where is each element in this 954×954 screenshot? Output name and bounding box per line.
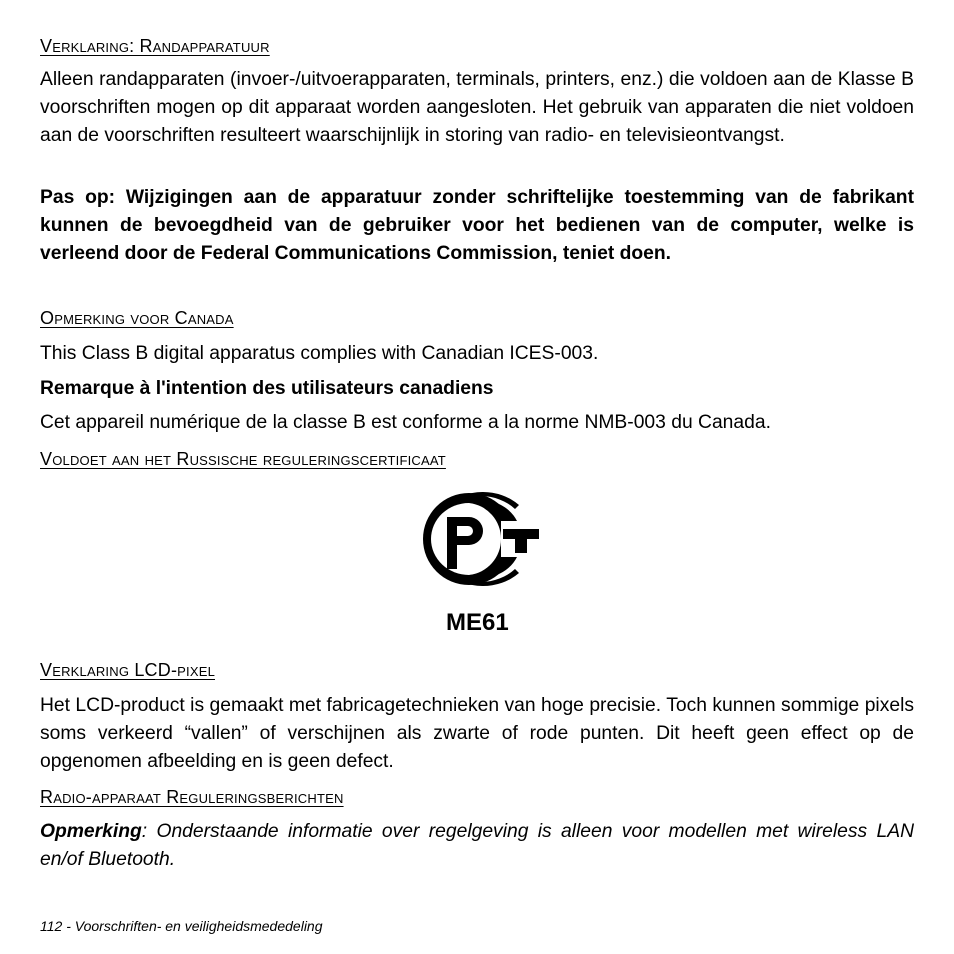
section-heading-lcd: Verklaring LCD-pixel <box>40 660 215 680</box>
warning-paragraph: Pas op: Wijzigingen aan de apparatuur zonder schriftelijke toestemming van de fabrikant kunnen de bevoegdheid van de gebruiker voor het bedienen van de computer, welke is verleend door de Federal Communications Commission, teniet doen. <box>40 187 914 264</box>
page-footer: 112 - Voorschriften- en veiligheidsmededeling <box>40 918 323 934</box>
paragraph-lcd: Het LCD-product is gemaakt met fabricagetechnieken van hoge precisie. Toch kunnen sommige pixels soms verkeerd “vallen” of verschijnen als zwarte of rode punten. Dit heeft geen effect op de opgenomen afbeelding en is geen defect. <box>40 695 914 772</box>
section-heading-randapparatuur: Verklaring: Randapparatuur <box>40 36 270 56</box>
canada-statement-en: This Class B digital apparatus complies with Canadian ICES-003. <box>40 343 599 364</box>
section-heading-russia: Voldoet aan het Russische reguleringscertificaat <box>40 449 446 469</box>
canada-remark-heading-fr: Remarque à l'intention des utilisateurs canadiens <box>40 378 494 399</box>
radio-note-label: Opmerking <box>40 821 142 842</box>
section-heading-canada: Opmerking voor Canada <box>40 308 234 328</box>
radio-note <box>40 818 914 874</box>
section-heading-radio: Radio-apparaat Reguleringsberichten <box>40 787 344 807</box>
model-code: ME61 <box>446 609 509 636</box>
paragraph-randapparatuur: Alleen randapparaten (invoer-/uitvoerapparaten, terminals, printers, enz.) die voldoen aan de Klasse B voorschriften mogen op dit apparaat worden aangesloten. Het gebruik van apparaten die niet voldoen aan de voorschriften resulteert waarschijnlijk in storing van radio- en televisieontvangst. <box>40 69 914 146</box>
radio-note-text: : Onderstaande informatie over regelgeving is alleen voor modellen met wireless LAN en/of Bluetooth. <box>40 821 914 870</box>
pct-logo-graphic <box>417 491 541 587</box>
canada-statement-fr: Cet appareil numérique de la classe B est conforme a la norme NMB-003 du Canada. <box>40 412 771 433</box>
pct-certification-logo <box>417 491 541 587</box>
